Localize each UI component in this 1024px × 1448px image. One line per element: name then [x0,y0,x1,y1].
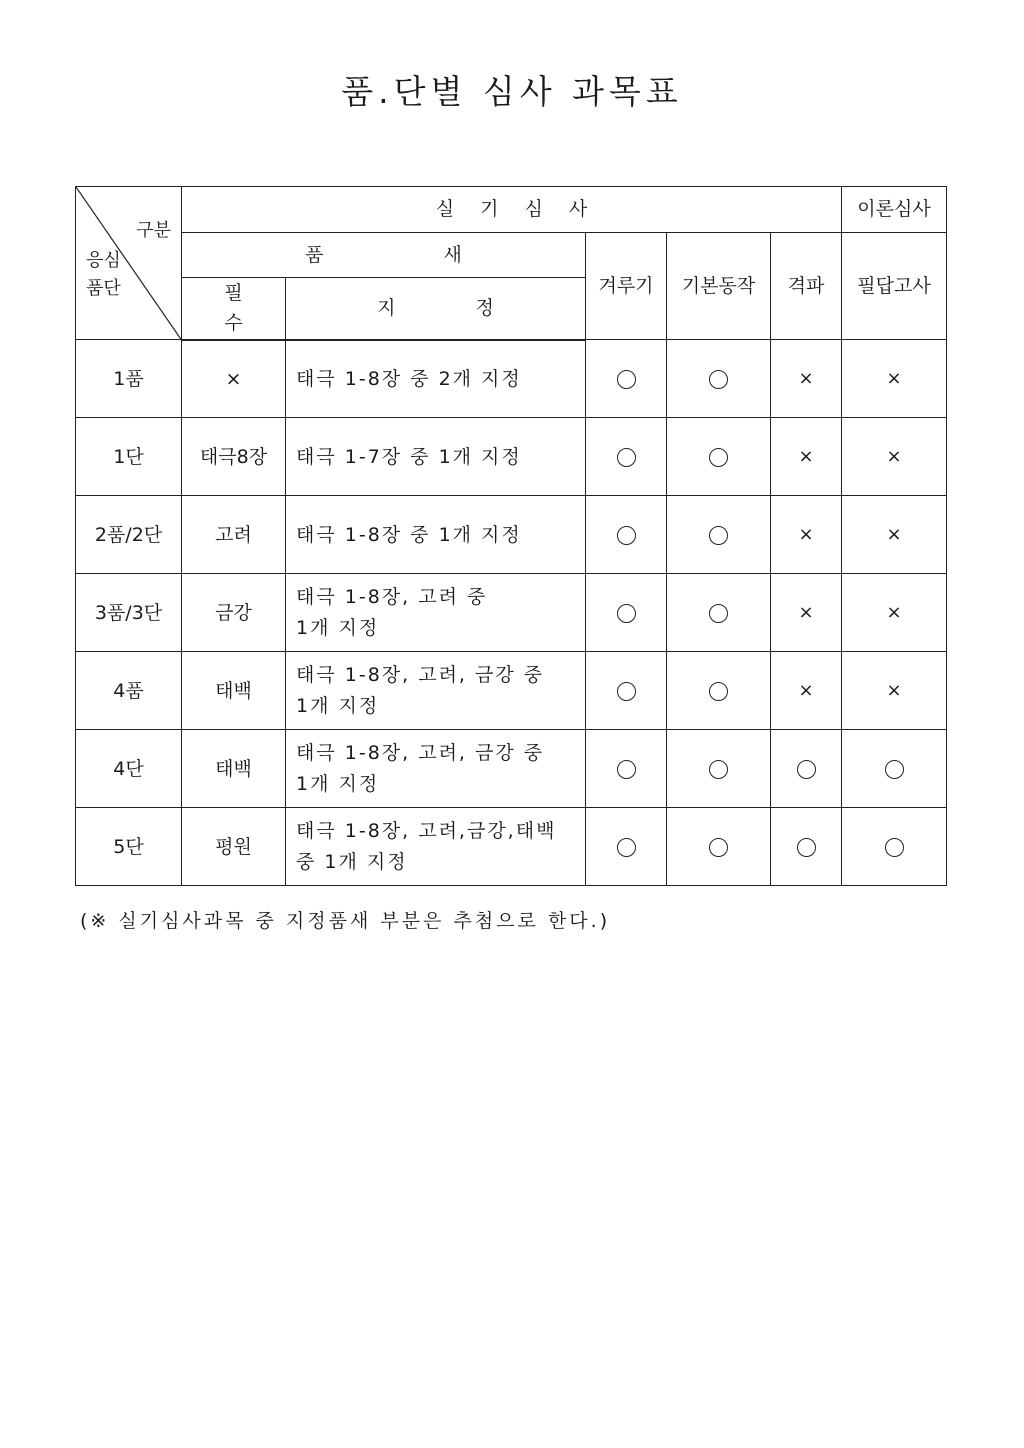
basic-moves-cell [667,340,771,418]
exam-subjects-table [75,186,947,886]
cross-mark-icon: × [798,524,814,546]
breaking-cell [771,574,842,652]
designated-line-1: 태극 1-8장 중 1개 지정 [296,523,522,546]
sparring-cell [586,652,667,730]
breaking-cell [771,340,842,418]
required-poomsae-cell: 태극8장 [182,418,286,496]
designated-line-2: 1개 지정 [296,772,380,795]
sparring-cell [586,418,667,496]
header-written-test: 필답고사 [842,233,947,340]
grade-cell: 1품 [76,340,182,418]
breaking-cell [771,418,842,496]
designated-poomsae-cell [286,340,586,418]
designated-line-1: 태극 1-8장 중 2개 지정 [296,367,522,390]
header-theory-exam: 이론심사 [842,187,947,233]
circle-mark-icon [617,760,636,779]
circle-mark-icon [617,682,636,701]
basic-moves-cell [667,730,771,808]
grade-cell: 5단 [76,808,182,886]
cross-mark-icon: × [886,446,902,468]
cross-mark-icon: × [886,602,902,624]
grade-cell: 3품/3단 [76,574,182,652]
basic-moves-cell [667,652,771,730]
basic-moves-cell [667,808,771,886]
circle-mark-icon [617,526,636,545]
breaking-cell [771,652,842,730]
header-practical-exam: 실기심사 [182,187,842,233]
circle-mark-icon [617,838,636,857]
grade-cell: 1단 [76,418,182,496]
circle-mark-icon [617,604,636,623]
required-poomsae-cell: 평원 [182,808,286,886]
designated-poomsae-cell [286,808,586,886]
circle-mark-icon [709,838,728,857]
sparring-cell [586,496,667,574]
designated-line-2: 1개 지정 [296,616,380,639]
written-test-cell [842,574,947,652]
table-row [76,340,947,418]
circle-mark-icon [709,526,728,545]
table-row [76,730,947,808]
grade-cell: 4품 [76,652,182,730]
required-poomsae-cell: × [182,340,286,418]
designated-line-2: 1개 지정 [296,694,380,717]
designated-line-1: 태극 1-8장, 고려,금강,태백 [296,820,557,843]
written-test-cell [842,730,947,808]
header-sparring: 겨루기 [586,233,667,340]
required-poomsae-cell: 고려 [182,496,286,574]
required-poomsae-cell: 태백 [182,730,286,808]
grade-cell: 4단 [76,730,182,808]
cross-mark-icon: × [798,680,814,702]
written-test-cell [842,418,947,496]
table-row [76,496,947,574]
required-poomsae-cell: 태백 [182,652,286,730]
circle-mark-icon [709,682,728,701]
cross-mark-icon: × [798,368,814,390]
required-poomsae-cell: 금강 [182,574,286,652]
circle-mark-icon [709,370,728,389]
table-row [76,574,947,652]
designated-poomsae-cell [286,418,586,496]
header-applicant-label: 응심 [86,250,121,271]
breaking-cell [771,496,842,574]
designated-poomsae-cell [286,730,586,808]
written-test-cell [842,652,947,730]
circle-mark-icon [885,838,904,857]
header-grade-label: 품단 [86,277,121,299]
circle-mark-icon [885,760,904,779]
sparring-cell [586,340,667,418]
breaking-cell [771,808,842,886]
basic-moves-cell [667,574,771,652]
cross-mark-icon: × [886,680,902,702]
page-title: 품.단별 심사 과목표 [341,72,683,111]
table-row [76,808,947,886]
sparring-cell [586,730,667,808]
circle-mark-icon [797,760,816,779]
circle-mark-icon [709,760,728,779]
table-row [76,418,947,496]
cross-mark-icon: × [886,524,902,546]
breaking-cell [771,730,842,808]
written-test-cell [842,496,947,574]
circle-mark-icon [617,370,636,389]
grade-cell: 2품/2단 [76,496,182,574]
designated-poomsae-cell [286,652,586,730]
footnote: (※ 실기심사과목 중 지정품새 부분은 추첨으로 한다.) [80,910,611,932]
header-required: 필수 [182,278,286,340]
header-designated: 지정 [286,278,586,340]
designated-poomsae-cell [286,574,586,652]
circle-mark-icon [709,448,728,467]
sparring-cell [586,574,667,652]
table-row [76,652,947,730]
circle-mark-icon [709,604,728,623]
header-breaking: 격파 [771,233,842,340]
circle-mark-icon [617,448,636,467]
designated-line-2: 중 1개 지정 [296,850,408,873]
header-poomsae: 품새 [182,233,586,278]
written-test-cell [842,808,947,886]
basic-moves-cell [667,496,771,574]
header-category-label: 구분 [136,220,171,241]
designated-line-1: 태극 1-8장, 고려, 금강 중 [296,664,545,687]
cross-mark-icon: × [798,446,814,468]
designated-line-1: 태극 1-8장, 고려, 금강 중 [296,742,545,765]
cross-mark-icon: × [886,368,902,390]
cross-mark-icon: × [798,602,814,624]
sparring-cell [586,808,667,886]
circle-mark-icon [797,838,816,857]
designated-line-1: 태극 1-7장 중 1개 지정 [296,445,522,468]
designated-line-1: 태극 1-8장, 고려 중 [296,586,488,609]
designated-poomsae-cell [286,496,586,574]
written-test-cell [842,340,947,418]
basic-moves-cell [667,418,771,496]
header-basic-moves: 기본동작 [667,233,771,340]
diagonal-header-cell [76,187,182,340]
